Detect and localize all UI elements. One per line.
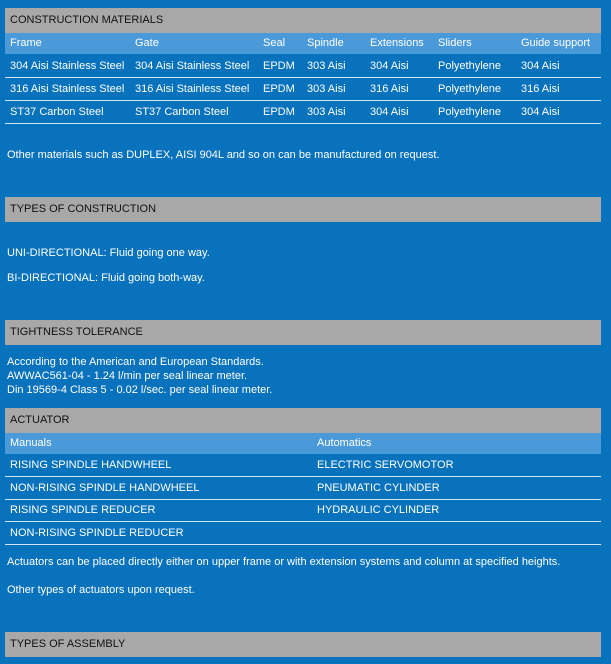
construction-materials-header — [5, 8, 601, 33]
tightness-tolerance-header — [5, 320, 601, 345]
table-row — [5, 523, 601, 545]
col-spindle: Spindle — [307, 37, 344, 49]
col-guide-support: Guide support — [521, 37, 591, 49]
col-gate: Gate — [135, 37, 159, 49]
tightness-line: According to the American and European Standards. — [7, 356, 264, 368]
cell-manual: NON-RISING SPINDLE REDUCER — [10, 527, 184, 539]
actuator-note: Other types of actuators upon request. — [7, 584, 195, 596]
cell-spindle: 303 Aisi — [307, 83, 346, 95]
cell-extensions: 316 Aisi — [370, 83, 409, 95]
actuator-title: ACTUATOR — [10, 414, 70, 426]
table-row — [5, 478, 601, 500]
construction-table-header — [5, 33, 601, 54]
col-extensions: Extensions — [370, 37, 424, 49]
cell-seal: EPDM — [263, 83, 295, 95]
cell-sliders: Polyethylene — [438, 106, 501, 118]
cell-gate: 316 Aisi Stainless Steel — [135, 83, 250, 95]
tightness-line: Din 19569-4 Class 5 - 0.02 l/sec. per seal linear meter. — [7, 384, 273, 396]
cell-automatic: ELECTRIC SERVOMOTOR — [317, 459, 454, 471]
cell-frame: ST37 Carbon Steel — [10, 106, 104, 118]
types-of-assembly-title: TYPES OF ASSEMBLY — [10, 638, 126, 650]
cell-guide-support: 304 Aisi — [521, 60, 560, 72]
col-manuals: Manuals — [10, 437, 52, 449]
cell-manual: RISING SPINDLE HANDWHEEL — [10, 459, 172, 471]
actuator-note: Actuators can be placed directly either on upper frame or with extension systems and column at specified heights. — [7, 556, 561, 568]
col-sliders: Sliders — [438, 37, 472, 49]
cell-gate: ST37 Carbon Steel — [135, 106, 229, 118]
cell-sliders: Polyethylene — [438, 60, 501, 72]
cell-sliders: Polyethylene — [438, 83, 501, 95]
tightness-tolerance-title: TIGHTNESS TOLERANCE — [10, 326, 143, 338]
cell-extensions: 304 Aisi — [370, 106, 409, 118]
col-seal: Seal — [263, 37, 286, 49]
cell-extensions: 304 Aisi — [370, 60, 409, 72]
cell-gate: 304 Aisi Stainless Steel — [135, 60, 250, 72]
cell-seal: EPDM — [263, 60, 295, 72]
cell-guide-support: 316 Aisi — [521, 83, 560, 95]
table-row — [5, 56, 601, 78]
construction-materials-title: CONSTRUCTION MATERIALS — [10, 14, 164, 26]
cell-automatic: HYDRAULIC CYLINDER — [317, 504, 440, 516]
actuator-table-header — [5, 433, 601, 454]
cell-manual: NON-RISING SPINDLE HANDWHEEL — [10, 482, 200, 494]
tightness-line: AWWAC561-04 - 1.24 l/min per seal linear meter. — [7, 370, 248, 382]
cell-frame: 316 Aisi Stainless Steel — [10, 83, 125, 95]
table-row — [5, 500, 601, 522]
cell-seal: EPDM — [263, 106, 295, 118]
types-of-construction-header — [5, 197, 601, 222]
cell-manual: RISING SPINDLE REDUCER — [10, 504, 156, 516]
cell-spindle: 303 Aisi — [307, 106, 346, 118]
bi-directional-text: BI-DIRECTIONAL: Fluid going both-way. — [7, 272, 205, 284]
materials-note: Other materials such as DUPLEX, AISI 904L and so on can be manufactured on request. — [7, 149, 440, 161]
cell-guide-support: 304 Aisi — [521, 106, 560, 118]
actuator-header — [5, 408, 601, 433]
table-row — [5, 102, 601, 124]
cell-automatic: PNEUMATIC CYLINDER — [317, 482, 440, 494]
table-row — [5, 455, 601, 477]
col-automatics: Automatics — [317, 437, 372, 449]
col-frame: Frame — [10, 37, 42, 49]
types-of-assembly-header — [5, 632, 601, 657]
cell-frame: 304 Aisi Stainless Steel — [10, 60, 125, 72]
cell-spindle: 303 Aisi — [307, 60, 346, 72]
uni-directional-text: UNI-DIRECTIONAL: Fluid going one way. — [7, 247, 210, 259]
types-of-construction-title: TYPES OF CONSTRUCTION — [10, 203, 157, 215]
table-row — [5, 79, 601, 101]
